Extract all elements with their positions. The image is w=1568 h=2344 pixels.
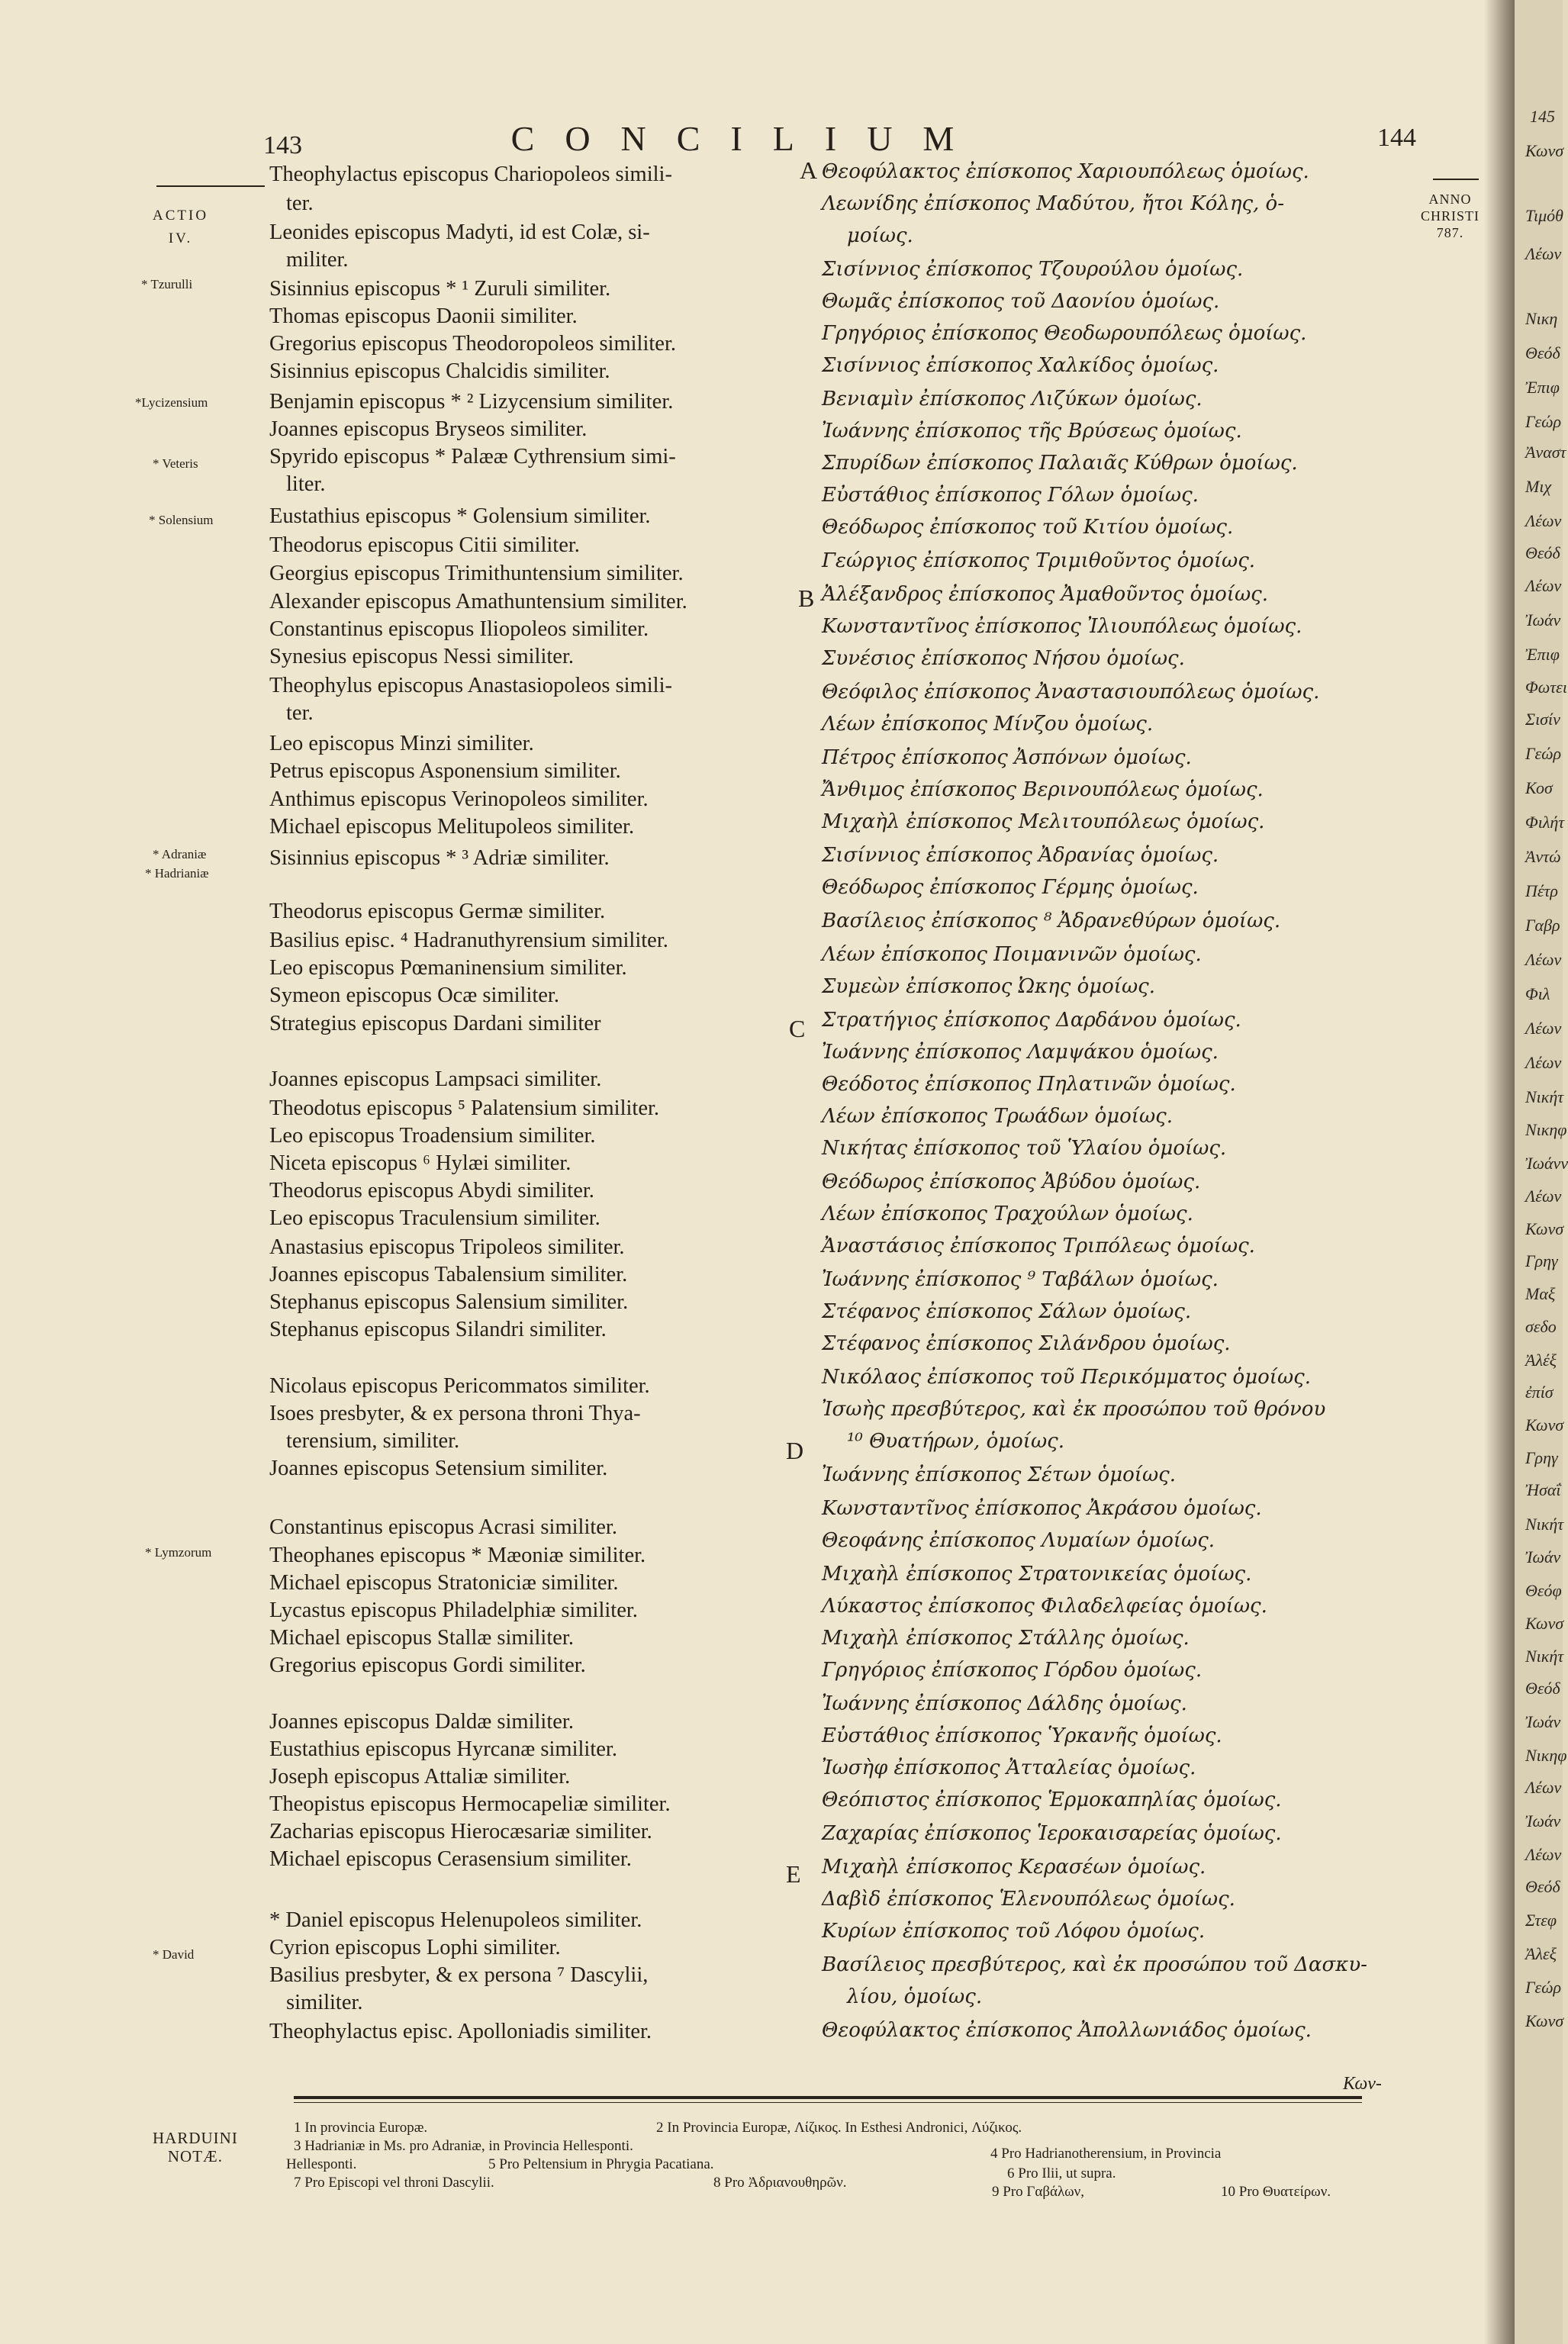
next-page-fragment: Τιμόθ <box>1525 206 1563 225</box>
next-page-fragment: Λέων <box>1525 576 1562 595</box>
latin-line: Leonides episcopus Madyti, id est Colæ, si- <box>269 221 650 244</box>
greek-line: Ἀλέξανδρος ἐπίσκοπος Ἀμαθοῦντος ὁμοίως. <box>822 583 1268 606</box>
greek-line: Ζαχαρίας ἐπίσκοπος Ἱεροκαισαρείας ὁμοίως. <box>822 1822 1282 1845</box>
footnote: 2 In Provincia Europæ, Λίζικος. In Esthesi Andronici, Λύζικος. <box>656 2120 1022 2136</box>
margin-note: * Lymzorum <box>145 1545 212 1560</box>
next-page-fragment: Μαξ <box>1525 1284 1556 1303</box>
greek-line: Μιχαὴλ ἐπίσκοπος Στρατονικείας ὁμοίως. <box>822 1563 1252 1586</box>
next-page-fragment: Λέων <box>1525 1019 1562 1038</box>
greek-line: Κυρίων ἐπίσκοπος τοῦ Λόφου ὁμοίως. <box>822 1920 1206 1943</box>
next-page-fragment: Φωτει <box>1525 678 1567 697</box>
next-page-fragment: Ἠσαΐ <box>1525 1480 1561 1499</box>
next-page-fragment: Ἰωάν <box>1525 1811 1561 1830</box>
catchword: Κων- <box>1343 2074 1382 2094</box>
latin-line: Nicolaus episcopus Pericommatos similiter. <box>269 1374 650 1398</box>
next-page-fragment: σεδο <box>1525 1317 1557 1336</box>
anno-christi-margin-label <box>1421 191 1479 241</box>
latin-line: * Daniel episcopus Helenupoleos similiter. <box>269 1908 642 1932</box>
next-page-fragment: Θεόδ <box>1525 1877 1560 1896</box>
greek-line: Ἰωάννης ἐπίσκοπος ⁹ Ταβάλων ὁμοίως. <box>822 1268 1219 1291</box>
section-letter: A <box>800 156 818 184</box>
notae-label: NOTÆ. <box>167 2147 223 2165</box>
greek-line: Ἰωάννης ἐπίσκοπος Λαμψάκου ὁμοίως. <box>822 1041 1219 1064</box>
greek-line: Στέφανος ἐπίσκοπος Σάλων ὁμοίως. <box>822 1300 1192 1323</box>
next-page-fragment: Φιλήτ <box>1525 813 1565 832</box>
next-page-fragment: Ἀντώ <box>1525 847 1561 866</box>
greek-line: Στρατήγιος ἐπίσκοπος Δαρδάνου ὁμοίως. <box>822 1009 1241 1032</box>
latin-line: Niceta episcopus ⁶ Hylæi similiter. <box>269 1151 571 1175</box>
footnote: Hellesponti. <box>286 2156 357 2172</box>
greek-line: Λέων ἐπίσκοπος Μίνζου ὁμοίως. <box>822 713 1154 736</box>
greek-line: Εὐστάθιος ἐπίσκοπος Γόλων ὁμοίως. <box>822 484 1199 507</box>
greek-line: Ἰωσὴφ ἐπίσκοπος Ἀτταλείας ὁμοίως. <box>822 1756 1196 1779</box>
latin-line: Leo episcopus Minzi similiter. <box>269 732 534 755</box>
margin-note: * David <box>153 1947 195 1962</box>
footnote: 1 In provincia Europæ. <box>294 2120 428 2136</box>
latin-line: Constantinus episcopus Acrasi similiter. <box>269 1515 617 1539</box>
greek-line: Λέων ἐπίσκοπος Ποιμανινῶν ὁμοίως. <box>822 943 1202 966</box>
latin-line: Theophanes episcopus * Mæoniæ similiter. <box>269 1544 646 1567</box>
latin-line: Georgius episcopus Trimithuntensium similiter. <box>269 562 684 585</box>
next-page-fragment: Φιλ <box>1525 984 1550 1003</box>
latin-line: Eustathius episcopus Hyrcanæ similiter. <box>269 1737 617 1761</box>
latin-line: Leo episcopus Pœmaninensium similiter. <box>269 956 627 980</box>
footnote: 6 Pro Ilii, ut supra. <box>1007 2165 1116 2181</box>
greek-line: Συνέσιος ἐπίσκοπος Νήσου ὁμοίως. <box>822 647 1185 670</box>
latin-line: Symeon episcopus Ocæ similiter. <box>269 984 559 1007</box>
latin-line: Gregorius episcopus Theodoropoleos similiter. <box>269 332 676 356</box>
latin-line: Synesius episcopus Nessi similiter. <box>269 645 574 668</box>
next-page-fragment: Γαβρ <box>1525 916 1560 935</box>
latin-line: Theophylactus episc. Apolloniadis similiter. <box>269 2020 652 2043</box>
next-page-fragment: Κωνσ <box>1525 1219 1564 1238</box>
greek-line: Βασίλειος πρεσβύτερος, καὶ ἐκ προσώπου τοῦ Δασκυ- <box>822 1953 1367 1976</box>
latin-line: Stephanus episcopus Salensium similiter. <box>269 1290 629 1314</box>
footnote: 7 Pro Episcopi vel throni Dascylii. <box>294 2175 494 2191</box>
christi-label: CHRISTI <box>1421 208 1480 224</box>
footnote-rule <box>294 2096 1362 2099</box>
latin-line: Alexander episcopus Amathuntensium similiter. <box>269 590 687 613</box>
latin-line: Joannes episcopus Daldæ similiter. <box>269 1710 574 1734</box>
latin-line: Zacharias episcopus Hierocæsariæ similiter. <box>269 1820 652 1843</box>
greek-line: Δαβὶδ ἐπίσκοπος Ἑλενουπόλεως ὁμοίως. <box>822 1888 1235 1911</box>
next-page-fragment: Λέων <box>1525 1778 1562 1797</box>
next-page-fragment: Λέων <box>1525 1845 1562 1864</box>
latin-line: Petrus episcopus Asponensium similiter. <box>269 759 621 783</box>
greek-line: Σισίννιος ἐπίσκοπος Χαλκίδος ὁμοίως. <box>822 354 1219 377</box>
greek-line: Θεόφιλος ἐπίσκοπος Ἀναστασιουπόλεως ὁμοίως. <box>822 681 1320 704</box>
greek-line: Θεόδωρος ἐπίσκοπος Γέρμης ὁμοίως. <box>822 876 1199 899</box>
latin-line: Leo episcopus Troadensium similiter. <box>269 1124 596 1148</box>
latin-line: Spyrido episcopus * Palææ Cythrensium simi- <box>269 445 676 468</box>
next-page-fragment: Κωνσ <box>1525 1415 1564 1434</box>
greek-line: μοίως. <box>847 224 913 247</box>
greek-line: Στέφανος ἐπίσκοπος Σιλάνδρου ὁμοίως. <box>822 1332 1231 1355</box>
latin-line: Anthimus episcopus Verinopoleos similiter. <box>269 787 649 811</box>
section-letter: C <box>789 1015 806 1042</box>
latin-line: Michael episcopus Cerasensium similiter. <box>269 1847 632 1871</box>
latin-line: Sisinnius episcopus * ³ Adriæ similiter. <box>269 846 610 870</box>
greek-line: ¹⁰ Θυατήρων, ὁμοίως. <box>847 1430 1064 1453</box>
next-page-fragment: Ἐπιφ <box>1525 378 1560 397</box>
greek-line: Ἀναστάσιος ἐπίσκοπος Τριπόλεως ὁμοίως. <box>822 1235 1255 1257</box>
latin-line: Joannes episcopus Lampsaci similiter. <box>269 1067 602 1091</box>
margin-note: * Adraniæ <box>153 847 207 861</box>
greek-line: Εὐστάθιος ἐπίσκοπος Ὑρκανῆς ὁμοίως. <box>822 1724 1222 1747</box>
left-page-number: 143 <box>263 131 302 159</box>
running-title: CONCILIUM <box>510 119 985 158</box>
greek-line: Λύκαστος ἐπίσκοπος Φιλαδελφείας ὁμοίως. <box>822 1595 1267 1618</box>
latin-line: Michael episcopus Melitupoleos similiter. <box>269 815 635 839</box>
latin-line: Theophylactus episcopus Chariopoleos simili- <box>269 163 672 186</box>
footnote: 3 Hadrianiæ in Ms. pro Adraniæ, in Provincia Hellesponti. <box>294 2138 633 2154</box>
greek-line: Θεόπιστος ἐπίσκοπος Ἑρμοκαπηλίας ὁμοίως. <box>822 1789 1282 1811</box>
actio-number: IV. <box>168 230 193 246</box>
next-page-fragment: Λέων <box>1525 244 1562 263</box>
next-page-fragment: ἐπίσ <box>1525 1383 1554 1402</box>
next-page-fragment: Πέτρ <box>1525 881 1558 900</box>
margin-note: * Hadrianiæ <box>145 866 209 881</box>
right-page-number: 144 <box>1377 124 1416 152</box>
greek-line: Γρηγόριος ἐπίσκοπος Θεοδωρουπόλεως ὁμοίως. <box>822 322 1307 345</box>
next-page-fragment: Γεώρ <box>1525 744 1562 763</box>
latin-line: Constantinus episcopus Iliopoleos similiter. <box>269 617 649 641</box>
adjacent-page-edge <box>1515 0 1568 2344</box>
next-page-fragment: Νικηφ <box>1525 1120 1567 1139</box>
actio-label: ACTIO <box>153 208 209 224</box>
next-page-fragment: Κωνσ <box>1525 1614 1564 1633</box>
footnote: 4 Pro Hadrianotherensium, in Provincia <box>990 2146 1222 2162</box>
greek-line: Σπυρίδων ἐπίσκοπος Παλαιᾶς Κύθρων ὁμοίως. <box>822 452 1298 475</box>
latin-line: Benjamin episcopus * ² Lizycensium similiter. <box>269 390 674 414</box>
greek-line: Ἰωάννης ἐπίσκοπος τῆς Βρύσεως ὁμοίως. <box>822 420 1242 443</box>
greek-line: Λεωνίδης ἐπίσκοπος Μαδύτου, ἤτοι Κόλης, ὁ- <box>822 192 1284 215</box>
next-page-fragment: Ἰωάν <box>1525 1712 1561 1731</box>
next-page-fragment: Ἐπιφ <box>1525 645 1560 664</box>
next-page-fragment: Γεώρ <box>1525 412 1562 431</box>
latin-line: Joseph episcopus Attaliæ similiter. <box>269 1765 571 1789</box>
greek-line: Βενιαμὶν ἐπίσκοπος Λιζύκων ὁμοίως. <box>822 388 1203 411</box>
section-letter: E <box>786 1860 801 1888</box>
greek-line: Νικόλαος ἐπίσκοπος τοῦ Περικόμματος ὁμοίως. <box>822 1366 1311 1389</box>
next-page-fragment: Λέων <box>1525 950 1562 969</box>
next-page-fragment: Μιχ <box>1525 477 1552 496</box>
latin-line: Strategius episcopus Dardani similiter <box>269 1012 601 1035</box>
latin-line: Basilius presbyter, & ex persona ⁷ Dascylii, <box>269 1963 649 1987</box>
latin-line: Thomas episcopus Daonii similiter. <box>269 304 578 328</box>
footnote: 9 Pro Γαβάλων, <box>992 2184 1085 2200</box>
greek-line: Ἰωάννης ἐπίσκοπος Δάλδης ὁμοίως. <box>822 1692 1187 1715</box>
greek-line: Θεόδοτος ἐπίσκοπος Πηλατινῶν ὁμοίως. <box>822 1073 1236 1096</box>
latin-line: Anastasius episcopus Tripoleos similiter. <box>269 1235 625 1259</box>
latin-line: liter. <box>286 472 326 496</box>
greek-line: Θεοφύλακτος ἐπίσκοπος Ἀπολλωνιάδος ὁμοίως. <box>822 2019 1312 2042</box>
latin-line: ter. <box>286 192 314 215</box>
greek-line: Θεοφάνης ἐπίσκοπος Λυμαίων ὁμοίως. <box>822 1529 1215 1552</box>
latin-line: Theopistus episcopus Hermocapeliæ similiter. <box>269 1792 671 1816</box>
next-page-fragment: 145 <box>1530 107 1555 126</box>
latin-line: Eustathius episcopus * Golensium similiter. <box>269 504 651 528</box>
harduini-label: HARDUINI <box>153 2129 238 2147</box>
next-page-fragment: Κωνσ <box>1525 2011 1564 2030</box>
latin-line: Theophylus episcopus Anastasiopoleos simili- <box>269 674 673 697</box>
next-page-fragment: Θεόφ <box>1525 1581 1562 1600</box>
greek-line: Βασίλειος ἐπίσκοπος ⁸ Ἀδρανεθύρων ὁμοίως. <box>822 910 1281 932</box>
latin-line: Stephanus episcopus Silandri similiter. <box>269 1318 607 1341</box>
next-page-fragment: Ἰωάν <box>1525 1547 1561 1566</box>
latin-line: Theodorus episcopus Abydi similiter. <box>269 1179 594 1203</box>
latin-line: Lycastus episcopus Philadelphiæ similiter. <box>269 1599 638 1622</box>
next-page-fragment: Γρηγ <box>1525 1251 1558 1270</box>
next-page-fragment: Σισίν <box>1525 710 1560 729</box>
margin-note: * Veteris <box>153 456 198 471</box>
next-page-fragment: Γεώρ <box>1525 1978 1562 1997</box>
next-page-fragment: Νικήτ <box>1525 1087 1564 1106</box>
footnote-rule-thin <box>294 2102 1362 2103</box>
next-page-fragment: Νικηφ <box>1525 1746 1567 1765</box>
harduini-notae-label <box>153 2129 238 2165</box>
latin-line: Michael episcopus Stratoniciæ similiter. <box>269 1571 619 1595</box>
next-page-fragment: Θεόδ <box>1525 543 1560 562</box>
greek-line: Μιχαὴλ ἐπίσκοπος Στάλλης ὁμοίως. <box>822 1627 1190 1650</box>
next-page-fragment: Λέων <box>1525 1053 1562 1072</box>
section-letter: B <box>798 584 815 612</box>
latin-line: Leo episcopus Traculensium similiter. <box>269 1206 600 1230</box>
latin-line: Sisinnius episcopus * ¹ Zuruli similiter. <box>269 277 611 301</box>
next-page-fragment: Ἀναστ <box>1525 443 1566 462</box>
greek-line: Ἰσωὴς πρεσβύτερος, καὶ ἐκ προσώπου τοῦ θρόνου <box>822 1398 1326 1421</box>
latin-line: Basilius episc. ⁴ Hadranuthyrensium similiter. <box>269 929 668 952</box>
margin-note: * Tzurulli <box>141 277 193 291</box>
greek-line: Θεοφύλακτος ἐπίσκοπος Χαριουπόλεως ὁμοίως. <box>822 160 1309 183</box>
next-page-fragment: Θεόδ <box>1525 343 1560 362</box>
next-page-fragment: Στεφ <box>1525 1911 1557 1930</box>
latin-line: Theodotus episcopus ⁵ Palatensium similiter. <box>269 1096 660 1120</box>
latin-line: militer. <box>286 248 349 272</box>
header-rule <box>156 185 265 187</box>
latin-line: Michael episcopus Stallæ similiter. <box>269 1626 574 1650</box>
latin-line: Joannes episcopus Tabalensium similiter. <box>269 1263 628 1286</box>
footnote: 5 Pro Peltensium in Phrygia Pacatiana. <box>488 2156 714 2172</box>
latin-line: Gregorius episcopus Gordi similiter. <box>269 1653 586 1677</box>
next-page-fragment: Λέων <box>1525 511 1562 530</box>
greek-line: Σισίννιος ἐπίσκοπος Ἀδρανίας ὁμοίως. <box>822 844 1219 867</box>
greek-line: Νικήτας ἐπίσκοπος τοῦ Ὑλαίου ὁμοίως. <box>822 1137 1227 1160</box>
greek-line: Κωνσταντῖνος ἐπίσκοπος Ἀκράσου ὁμοίως. <box>822 1497 1262 1520</box>
greek-line: Σισίννιος ἐπίσκοπος Τζουρούλου ὁμοίως. <box>822 258 1244 281</box>
next-page-fragment: Θεόδ <box>1525 1679 1560 1698</box>
greek-line: Θεόδωρος ἐπίσκοπος τοῦ Κιτίου ὁμοίως. <box>822 516 1234 539</box>
greek-line: Ἰωάννης ἐπίσκοπος Σέτων ὁμοίως. <box>822 1463 1176 1486</box>
next-page-fragment: Ἀλέξ <box>1525 1351 1557 1370</box>
greek-line: Λέων ἐπίσκοπος Τρωάδων ὁμοίως. <box>822 1105 1173 1128</box>
greek-line: Κωνσταντῖνος ἐπίσκοπος Ἰλιουπόλεως ὁμοίως. <box>822 615 1302 638</box>
footnote: 10 Pro Θυατείρων. <box>1221 2184 1331 2200</box>
latin-line: Sisinnius episcopus Chalcidis similiter. <box>269 359 610 383</box>
section-letter: D <box>786 1437 804 1464</box>
greek-line: Θωμᾶς ἐπίσκοπος τοῦ Δαονίου ὁμοίως. <box>822 290 1220 313</box>
next-page-fragment: Λέων <box>1525 1186 1562 1206</box>
greek-line: Μιχαὴλ ἐπίσκοπος Κερασέων ὁμοίως. <box>822 1856 1206 1879</box>
greek-line: λίου, ὁμοίως. <box>847 1985 983 2008</box>
latin-line: Joannes episcopus Setensium similiter. <box>269 1457 608 1480</box>
greek-line: Πέτρος ἐπίσκοπος Ἀσπόνων ὁμοίως. <box>822 746 1192 769</box>
next-page-fragment: Γρηγ <box>1525 1448 1558 1467</box>
greek-line: Μιχαὴλ ἐπίσκοπος Μελιτουπόλεως ὁμοίως. <box>822 810 1265 833</box>
next-page-fragment: Νικήτ <box>1525 1515 1564 1534</box>
next-page-fragment: Ἰωάνν <box>1525 1154 1568 1173</box>
margin-rule-right <box>1433 179 1479 180</box>
footnote: 8 Pro Ἀδριανουθηρῶν. <box>713 2175 847 2191</box>
latin-line: Cyrion episcopus Lophi similiter. <box>269 1936 561 1959</box>
year-label: 787. <box>1436 225 1464 240</box>
latin-line: terensium, similiter. <box>286 1429 460 1453</box>
next-page-fragment: Κωνσ <box>1525 141 1564 160</box>
greek-line: Θεόδωρος ἐπίσκοπος Ἀβύδου ὁμοίως. <box>822 1170 1201 1193</box>
latin-line: ter. <box>286 701 314 725</box>
greek-line: Λέων ἐπίσκοπος Τραχούλων ὁμοίως. <box>822 1203 1193 1225</box>
latin-line: Joannes episcopus Bryseos similiter. <box>269 417 588 441</box>
next-page-fragment: Κοσ <box>1525 778 1553 797</box>
next-page-fragment: Νικη <box>1525 309 1558 328</box>
margin-note: *Lycizensium <box>135 395 208 410</box>
greek-line: Γρηγόριος ἐπίσκοπος Γόρδου ὁμοίως. <box>822 1659 1203 1682</box>
latin-line: similiter. <box>286 1991 363 2014</box>
greek-line: Γεώργιος ἐπίσκοπος Τριμιθοῦντος ὁμοίως. <box>822 549 1256 572</box>
next-page-fragment: Ἀλεξ <box>1525 1944 1557 1963</box>
next-page-fragment: Ἰωάν <box>1525 610 1561 629</box>
margin-note: * Solensium <box>149 513 214 527</box>
latin-line: Isoes presbyter, & ex persona throni Thya- <box>269 1402 641 1425</box>
latin-line: Theodorus episcopus Citii similiter. <box>269 533 580 557</box>
greek-line: Ἄνθιμος ἐπίσκοπος Βερινουπόλεως ὁμοίως. <box>822 778 1264 801</box>
actio-margin-label <box>153 204 208 250</box>
latin-line: Theodorus episcopus Germæ similiter. <box>269 900 606 923</box>
anno-label: ANNO <box>1428 192 1472 207</box>
next-page-fragment: Νικήτ <box>1525 1647 1564 1666</box>
greek-line: Συμεὼν ἐπίσκοπος Ὠκης ὁμοίως. <box>822 975 1155 998</box>
